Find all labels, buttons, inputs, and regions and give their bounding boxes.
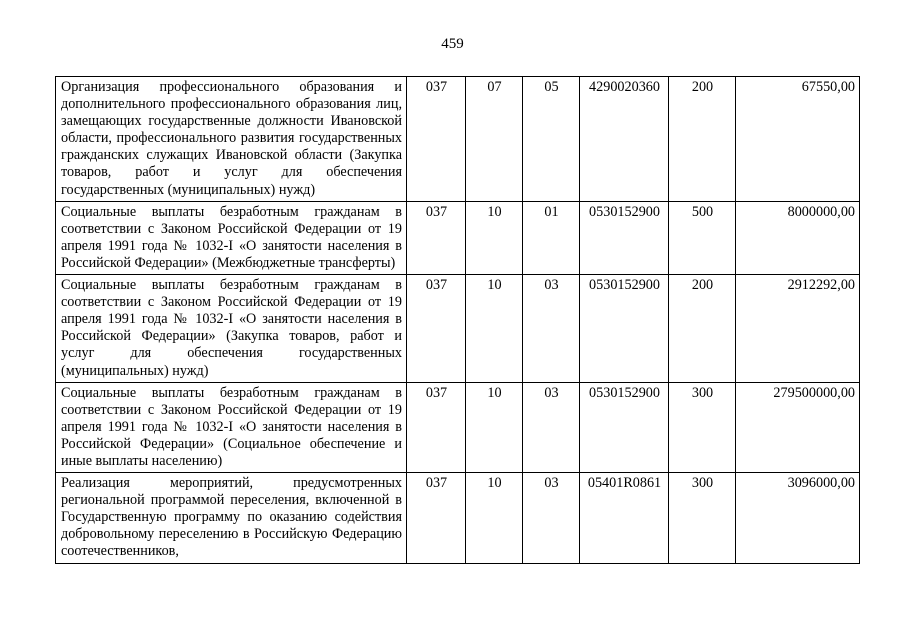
table-row [56, 473, 860, 563]
section-code: 10 [466, 382, 523, 472]
ministry-code: 037 [407, 275, 466, 383]
ministry-code: 037 [407, 473, 466, 563]
expense-type-code: 500 [669, 201, 736, 274]
row-description: Социальные выплаты безработным гражданам в соответствии с Законом Российской Федерации от 19 апреля 1991 года № 1032-I «О занятости населения в Российской Федерации» (Закупка товаров, работ и услуг для обеспечения государственных (муниципальных) нужд) [56, 275, 407, 383]
target-article-code: 05401R0861 [580, 473, 669, 563]
amount-value: 3096000,00 [736, 473, 860, 563]
target-article-code: 0530152900 [580, 382, 669, 472]
amount-value: 2912292,00 [736, 275, 860, 383]
target-article-code: 0530152900 [580, 275, 669, 383]
subsection-code: 03 [523, 382, 580, 472]
page-number: 459 [441, 36, 464, 52]
section-code: 07 [466, 77, 523, 202]
row-description: Социальные выплаты безработным гражданам в соответствии с Законом Российской Федерации от 19 апреля 1991 года № 1032-I «О занятости населения в Российской Федерации» (Социальное обеспечение и иные выплаты населению) [56, 382, 407, 472]
subsection-code: 03 [523, 275, 580, 383]
expense-type-code: 200 [669, 77, 736, 202]
subsection-code: 01 [523, 201, 580, 274]
target-article-code: 4290020360 [580, 77, 669, 202]
ministry-code: 037 [407, 201, 466, 274]
table-row [56, 275, 860, 383]
row-description: Организация профессионального образования и дополнительного профессионального образования лиц, замещающих государственные должности Ивановской области, профессионального развития государственных гражданских служащих Ивановской области (Закупка товаров, работ и услуг для обеспечения государственных (муниципальных) нужд) [56, 77, 407, 202]
table-row [56, 77, 860, 202]
subsection-code: 05 [523, 77, 580, 202]
ministry-code: 037 [407, 382, 466, 472]
expense-type-code: 200 [669, 275, 736, 383]
table-row [56, 382, 860, 472]
table-row [56, 201, 860, 274]
section-code: 10 [466, 473, 523, 563]
expense-type-code: 300 [669, 473, 736, 563]
section-code: 10 [466, 201, 523, 274]
section-code: 10 [466, 275, 523, 383]
ministry-code: 037 [407, 77, 466, 202]
subsection-code: 03 [523, 473, 580, 563]
amount-value: 8000000,00 [736, 201, 860, 274]
budget-table [55, 76, 860, 564]
expense-type-code: 300 [669, 382, 736, 472]
amount-value: 279500000,00 [736, 382, 860, 472]
target-article-code: 0530152900 [580, 201, 669, 274]
row-description: Реализация мероприятий, предусмотренных региональной программой переселения, включенной в Государственную программу по оказанию содействия добровольному переселению в Российскую Федерацию соотечественников, [56, 473, 407, 563]
amount-value: 67550,00 [736, 77, 860, 202]
row-description: Социальные выплаты безработным гражданам в соответствии с Законом Российской Федерации от 19 апреля 1991 года № 1032-I «О занятости населения в Российской Федерации» (Межбюджетные трансферты) [56, 201, 407, 274]
